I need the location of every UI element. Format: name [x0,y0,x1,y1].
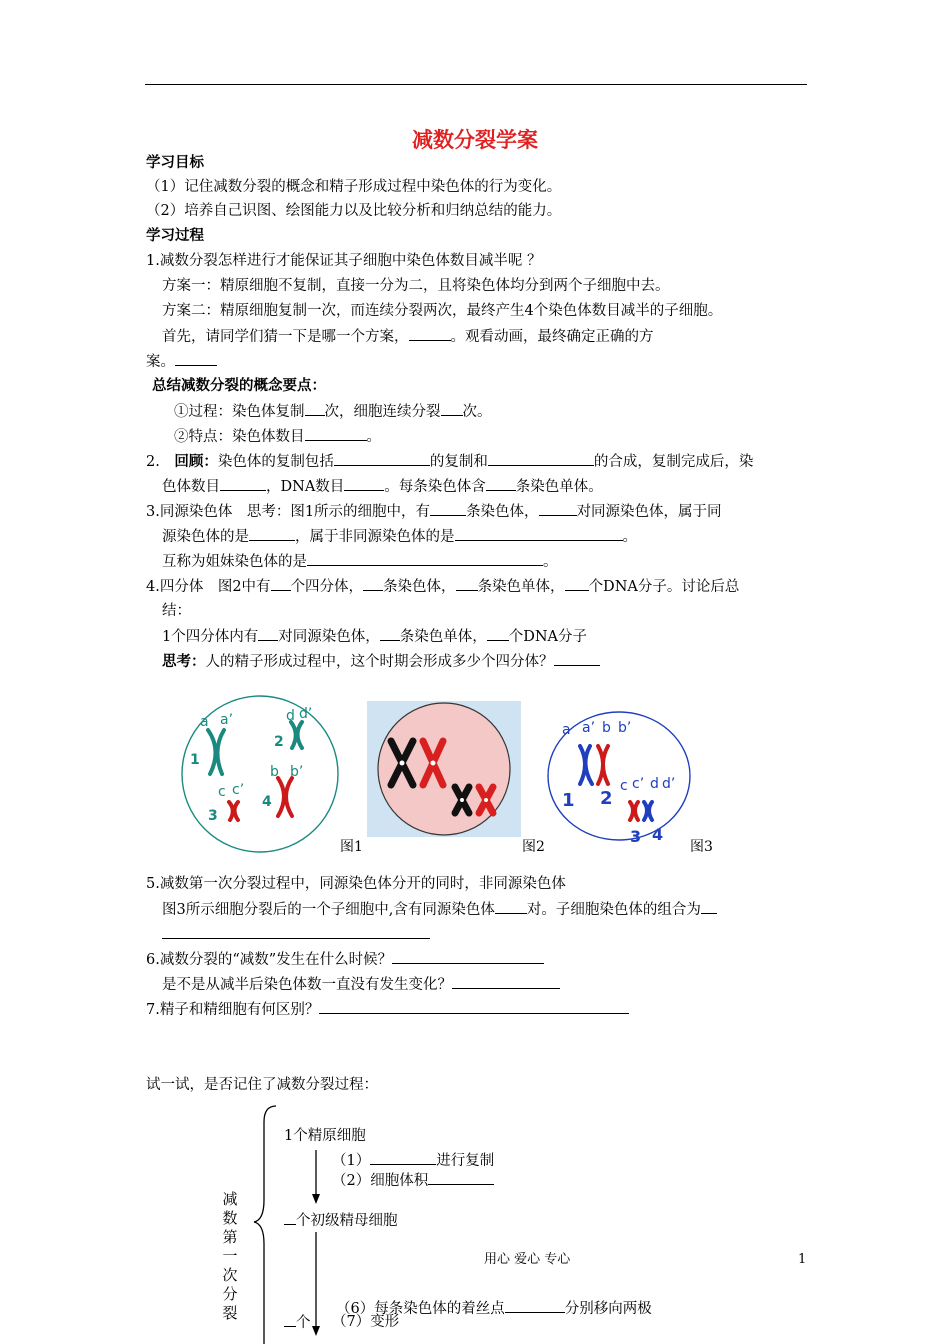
svg-text:4: 4 [652,825,664,844]
svg-text:d’: d’ [662,776,676,792]
process-heading: 学习过程 [146,228,204,244]
svg-text:b: b [270,764,279,780]
svg-text:a’: a’ [220,712,234,728]
svg-text:a’: a’ [582,720,596,736]
summary-heading: 总结减数分裂的概念要点： [152,378,326,394]
svg-text:2: 2 [274,734,284,750]
figure-1-caption: 图1 [340,839,363,855]
substep-1: （1） 进行复制 [332,1150,494,1171]
guess-line: 首先，请同学们猜一下是哪一个方案， 。观看动画，最终确定正确的方 [162,326,654,347]
svg-text:1: 1 [190,752,200,768]
question-2-cont: 色体数目 ，DNA数目 。每条染色体含 条染色单体。 [162,476,603,497]
svg-text:c’: c’ [232,782,245,798]
think-question: 思考：人的精子形成过程中，这个时期会形成多少个四分体？ [162,651,600,672]
arrow-1-head [312,1194,320,1204]
substep-7: （7）变形 [332,1314,400,1330]
question-7: 7.精子和精细胞有何区别？ [146,999,629,1020]
question-3-cont: 源染色体的是 ，属于非同源染色体的是 。 [162,526,637,547]
footer-motto: 用心 爱心 专心 [484,1252,571,1267]
step-spermatogonium: 1个精原细胞 [284,1128,366,1144]
substep-6-cut: （6）每条染色体的着丝点 分别移向两极 [336,1298,652,1319]
question-1: 1.减数分裂怎样进行才能保证其子细胞中染色体数目减半呢 ？ [146,253,542,269]
page-title: 减数分裂学案 [412,128,538,152]
left-brace [254,1106,276,1344]
svg-text:a: a [200,714,209,730]
question-4: 4.四分体 图2中有 个四分体， 条染色体， 条染色单体， 个DNA分子。讨论后总 [146,576,739,597]
figure-3-caption: 图3 [690,839,713,855]
question-4-cont: 结： [162,603,191,619]
svg-text:a: a [562,722,571,738]
question-6: 6.减数分裂的“减数”发生在什么时候？ [146,949,544,970]
plan-1: 方案一：精原细胞不复制，直接一分为二，且将染色体均分到两个子细胞中去。 [162,278,670,294]
svg-text:b’: b’ [290,764,304,780]
svg-text:c’: c’ [632,776,645,792]
svg-text:c: c [218,784,226,800]
figure-3 [546,708,696,848]
svg-text:d’: d’ [299,706,313,722]
goal-1: （1）记住减数分裂的概念和精子形成过程中染色体的行为变化。 [146,179,562,195]
summary-process: ①过程：染色体复制 次，细胞连续分裂 次。 [174,401,492,422]
question-2: 2. 回顾：染色体的复制包括 的复制和 的合成，复制完成后，染 [146,451,753,472]
question-5: 5.减数第一次分裂过程中，同源染色体分开的同时，非同源染色体 [146,876,566,892]
figure-1 [178,692,343,857]
figure-2-caption: 图2 [522,839,545,855]
svg-text:c: c [620,778,628,794]
arrow-2-head [312,1326,320,1336]
question-4-tetrad: 1个四分体内有 对同源染色体， 条染色单体， 个DNA分子 [162,626,587,647]
goals-heading: 学习目标 [146,155,204,171]
question-5-blank [162,924,430,945]
svg-text:2: 2 [600,788,613,809]
question-3: 3.同源染色体 思考：图1所示的细胞中，有 条染色体， 对同源染色体，属于同 [146,501,722,522]
question-3-sister: 互称为姐妹染色体的是 。 [162,551,558,572]
try-heading: 试一试，是否记住了减数分裂过程： [146,1077,378,1093]
svg-text:b’: b’ [618,720,632,736]
svg-text:3: 3 [208,808,218,824]
question-6-cont: 是不是从减半后染色体数一直没有发生变化？ [162,974,560,995]
svg-text:d: d [286,708,295,724]
question-5-cont: 图3所示细胞分裂后的一个子细胞中,含有同源染色体 对。子细胞染色体的组合为 [162,899,717,920]
svg-text:3: 3 [630,827,642,846]
step-primary-spermatocyte: 个初级精母细胞 [284,1210,398,1231]
figure-2 [367,701,521,837]
footer-page-number: 1 [798,1252,807,1267]
cut-off-line-clip [0,1294,950,1317]
svg-text:b: b [602,720,611,736]
svg-text:1: 1 [562,790,575,811]
step-cell: 个 [284,1312,311,1333]
goal-2: （2）培养自己识图、绘图能力以及比较分析和归纳总结的能力。 [146,203,562,219]
substep-2: （2）细胞体积 [332,1170,494,1191]
svg-text:d: d [650,776,659,792]
header-rule [145,84,807,85]
svg-text:4: 4 [262,794,272,810]
summary-feature: ②特点：染色体数目 。 [174,426,381,447]
guess-line-end: 案。 [146,351,217,372]
side-label-meiosis-1: 减 数 第 一 次 分 裂 [222,1190,238,1322]
plan-2: 方案二：精原细胞复制一次，而连续分裂两次，最终产生4个染色体数目减半的子细胞。 [162,303,723,319]
